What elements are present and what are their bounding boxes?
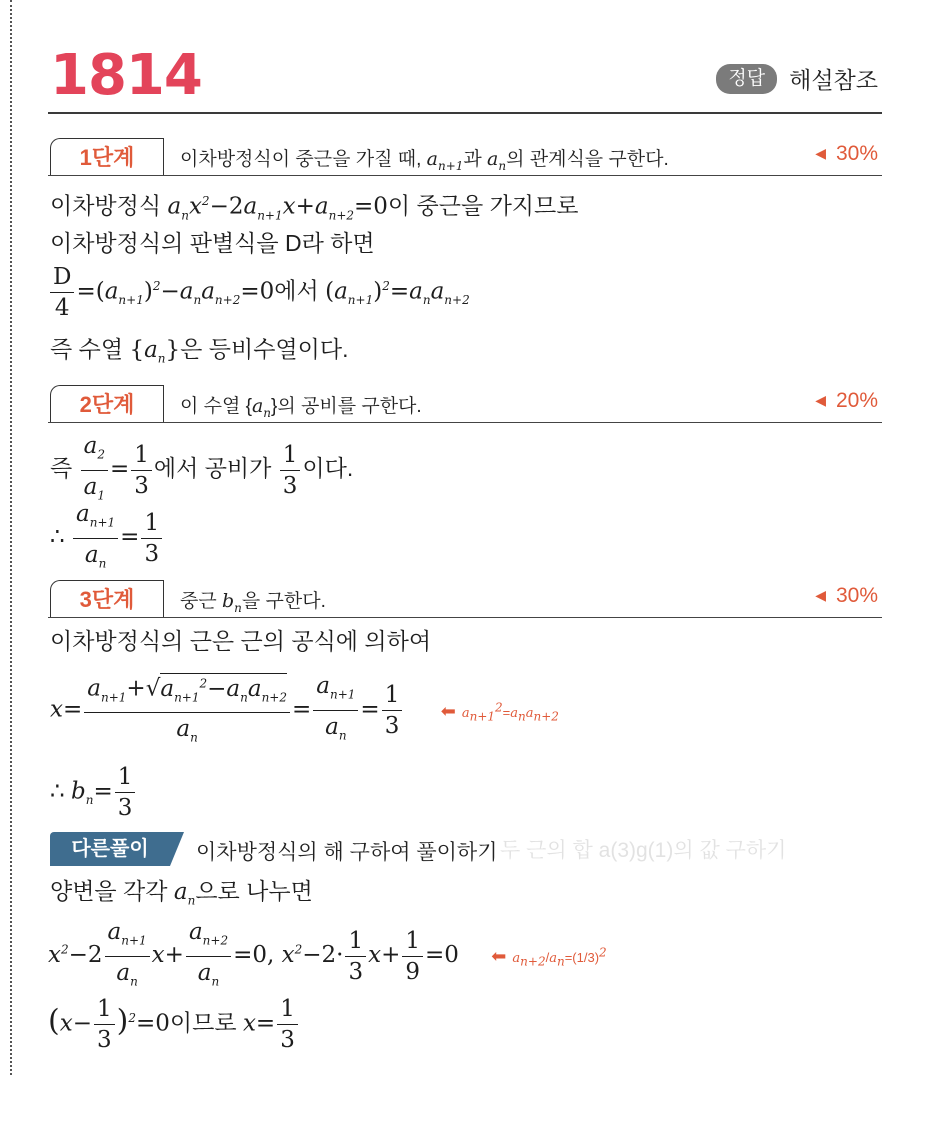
- alt-line-3: (x− $\frac{1}{3}$ )$^2$=0이므로 x= $\frac{1}{3}$: [48, 994, 300, 1055]
- step-1-tab: 1단계: [50, 138, 164, 175]
- step-3-tab: 3단계: [50, 580, 164, 617]
- step-3-description: 중근 $b_n$을 구한다.: [180, 590, 326, 615]
- step-3-quadratic-formula: x= $\frac{a_{n+1}+√a_{n+1}^2-a_na_{n+2}}{a_n}$ = $\frac{a_{n+1}}{a_n}$ = $\frac{1}{3}$ ⬅ $a_{n+1}^2=a_na_{n+2}$: [50, 668, 559, 753]
- step-2-line-2: ∴ $\frac{a_{n+1}}{a_n}$ = $\frac{1}{3}$: [50, 498, 164, 578]
- alt-line-1: 양변을 각각 $a_n$으로 나누면: [50, 878, 313, 908]
- header-divider: [48, 112, 882, 114]
- step-1-line-4: 즉 수열 $\{a_n\}$은 등비수열이다.: [50, 336, 349, 366]
- alt-line-2: $x^2-2$ $\frac{a_{n+1}}{a_n}$ x+ $\frac{a_{n+2}}{a_n}$ =0, $x^2-2\cdot$ $\frac{1}{3}$ x+ $\frac{1}{9}$ =0 ⬅ $a_{n+2}/a_n=(1/3)^2$: [48, 916, 607, 996]
- step-1-discriminant: $\frac{D}{4}$ $=(a_{n+1})^2-a_na_{n+2}=0$에서 $(a_{n+1})^2=a_na_{n+2}$: [48, 262, 470, 323]
- step-3-result: ∴ $b_n=$ $\frac{1}{3}$: [50, 762, 137, 823]
- step-1-percent: ◀ 30%: [815, 142, 878, 165]
- step-3-header: [48, 580, 882, 618]
- step-1-line-1: 이차방정식 $a_nx^2-2a_{n+1}x+a_{n+2}=0$이 중근을 가지므로: [50, 192, 579, 223]
- step-1-line-2: 이차방정식의 판별식을 D라 하면: [50, 230, 375, 256]
- step-2-header: [48, 385, 882, 423]
- page-margin-rule: [10, 0, 12, 1075]
- step-1-description: 이차방정식이 중근을 가질 때, $a_{n+1}$과 $a_n$의 관계식을 구한다.: [180, 148, 669, 173]
- step-2-percent: ◀ 20%: [815, 389, 878, 412]
- step-3-percent: ◀ 30%: [815, 584, 878, 607]
- problem-number: 1814: [50, 43, 202, 108]
- step-2-tab: 2단계: [50, 385, 164, 422]
- alt-side-note: ⬅ $a_{n+2}/a_n=(1/3)^2$: [491, 945, 607, 969]
- left-arrow-icon: ⬅: [440, 700, 456, 721]
- alt-solution-description: 이차방정식의 해 구하여 풀이하기: [196, 841, 498, 864]
- step-3-side-note: ⬅ $a_{n+1}^2=a_na_{n+2}$: [440, 700, 559, 724]
- answer-badge: 정답: [716, 64, 777, 94]
- step-2-description: 이 수열 $\{a_n\}$의 공비를 구한다.: [180, 395, 422, 420]
- step-3-line-1: 이차방정식의 근은 근의 공식에 의하여: [50, 628, 432, 654]
- step-2-line-1: 즉 $\frac{a_2}{a_1}$ = $\frac{1}{3}$ 에서 공비가 $\frac{1}{3}$ 이다.: [50, 430, 353, 510]
- alt-solution-tab: 다른풀이: [50, 832, 170, 866]
- answer-text: 해설참조: [789, 67, 878, 93]
- bleed-through-text: 두 근의 합 a(3)g(1)의 값 구하기: [500, 839, 787, 862]
- answer-reference: [716, 62, 878, 95]
- step-1-header: [48, 138, 882, 176]
- left-arrow-icon: ⬅: [491, 946, 507, 967]
